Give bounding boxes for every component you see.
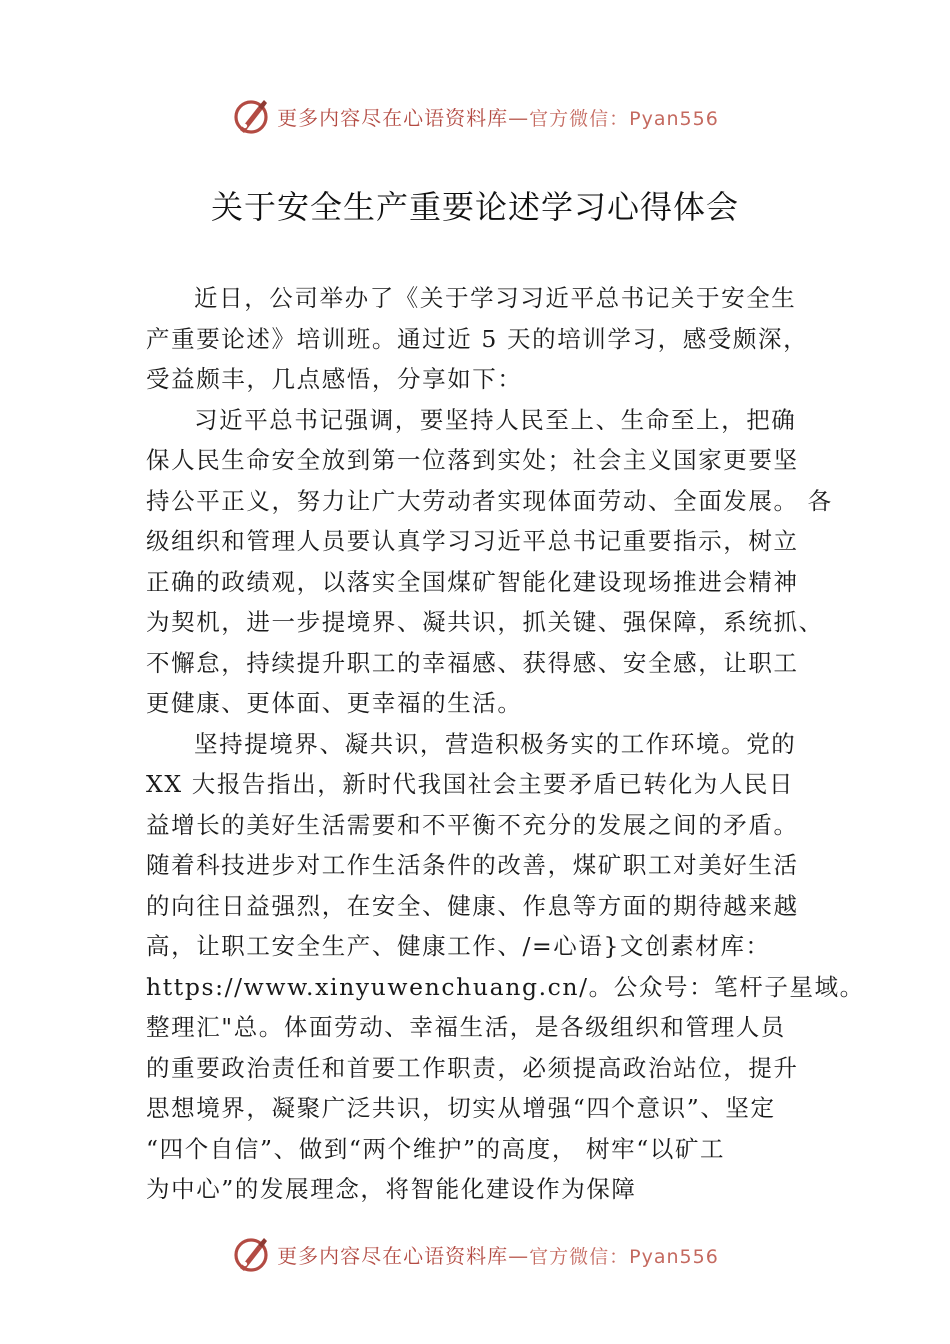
text-line: “四个自信”、做到“两个维护”的高度， 树牢“以矿工	[146, 1134, 726, 1163]
text-line: 正确的政绩观，以落实全国煤矿智能化建设现场推进会精神	[146, 567, 799, 596]
text-line: 思想境界，凝聚广泛共识，切实从增强“四个意识”、坚定	[146, 1094, 776, 1122]
text-line: 随着科技进步对工作生活条件的改善，煤矿职工对美好生活	[146, 851, 799, 879]
watermark-text: 更多内容尽在心语资料库	[277, 105, 509, 130]
text-line: 习近平总书记强调，要坚持人民至上、生命至上，把确	[194, 405, 797, 434]
text-line: 益增长的美好生活需要和不平衡不充分的发展之间的矛盾。	[146, 810, 799, 839]
text-line: 产重要论述》培训班。通过近 5 天的培训学习，感受颇深，	[146, 324, 809, 353]
watermark-separator: —	[508, 1243, 530, 1268]
text-line: 不懈怠，持续提升职工的幸福感、获得感、安全感，让职工	[146, 648, 799, 677]
text-line: 近日，公司举办了《关于学习习近平总书记关于安全生	[194, 284, 797, 312]
text-line: 为中心”的发展理念，将智能化建设作为保障	[146, 1175, 637, 1203]
text-line: 的向往日益强烈，在安全、健康、作息等方面的期待越来越	[146, 891, 799, 920]
text-line: 受益颇丰，几点感悟，分享如下：	[146, 365, 523, 393]
text-line: 坚持提境界、凝共识，营造积极务实的工作环境。党的	[194, 729, 797, 758]
watermark-wechat: 官方微信：Pyan556	[529, 1245, 719, 1268]
text-line: XX 大报告指出，新时代我国社会主要矛盾已转化为人民日	[146, 770, 795, 798]
watermark-separator: —	[508, 105, 530, 130]
text-line: 整理汇"总。体面劳动、幸福生活，是各级组织和管理人员	[146, 1013, 786, 1041]
text-line: 的重要政治责任和首要工作职责，必须提高政治站位，提升	[146, 1053, 799, 1082]
text-line: 为契机，进一步提境界、凝共识，抓关键、强保障，系统抓、	[146, 608, 824, 636]
text-line: 更健康、更体面、更幸福的生活。	[146, 689, 523, 717]
text-line: 保人民生命安全放到第一位落到实处；社会主义国家更要坚	[146, 446, 799, 474]
footer-watermark	[0, 1232, 950, 1276]
document-body	[146, 278, 865, 1210]
watermark-text: 更多内容尽在心语资料库	[277, 1243, 509, 1268]
pen-logo-icon	[231, 1234, 271, 1274]
text-line: 高，让职工安全生产、健康工作、/=心语}文创素材库：	[146, 932, 771, 960]
pen-logo-icon	[231, 96, 271, 136]
text-line: https://www.xinyuwenchuang.cn/。公众号：笔杆子星域。	[146, 972, 865, 1001]
header-watermark	[0, 94, 950, 138]
text-line: 级组织和管理人员要认真学习习近平总书记重要指示，树立	[146, 527, 799, 555]
document-title: 关于安全生产重要论述学习心得体会	[210, 188, 739, 226]
watermark-wechat: 官方微信：Pyan556	[529, 107, 719, 130]
text-line: 持公平正义，努力让广大劳动者实现体面劳动、全面发展。 各	[146, 486, 833, 515]
